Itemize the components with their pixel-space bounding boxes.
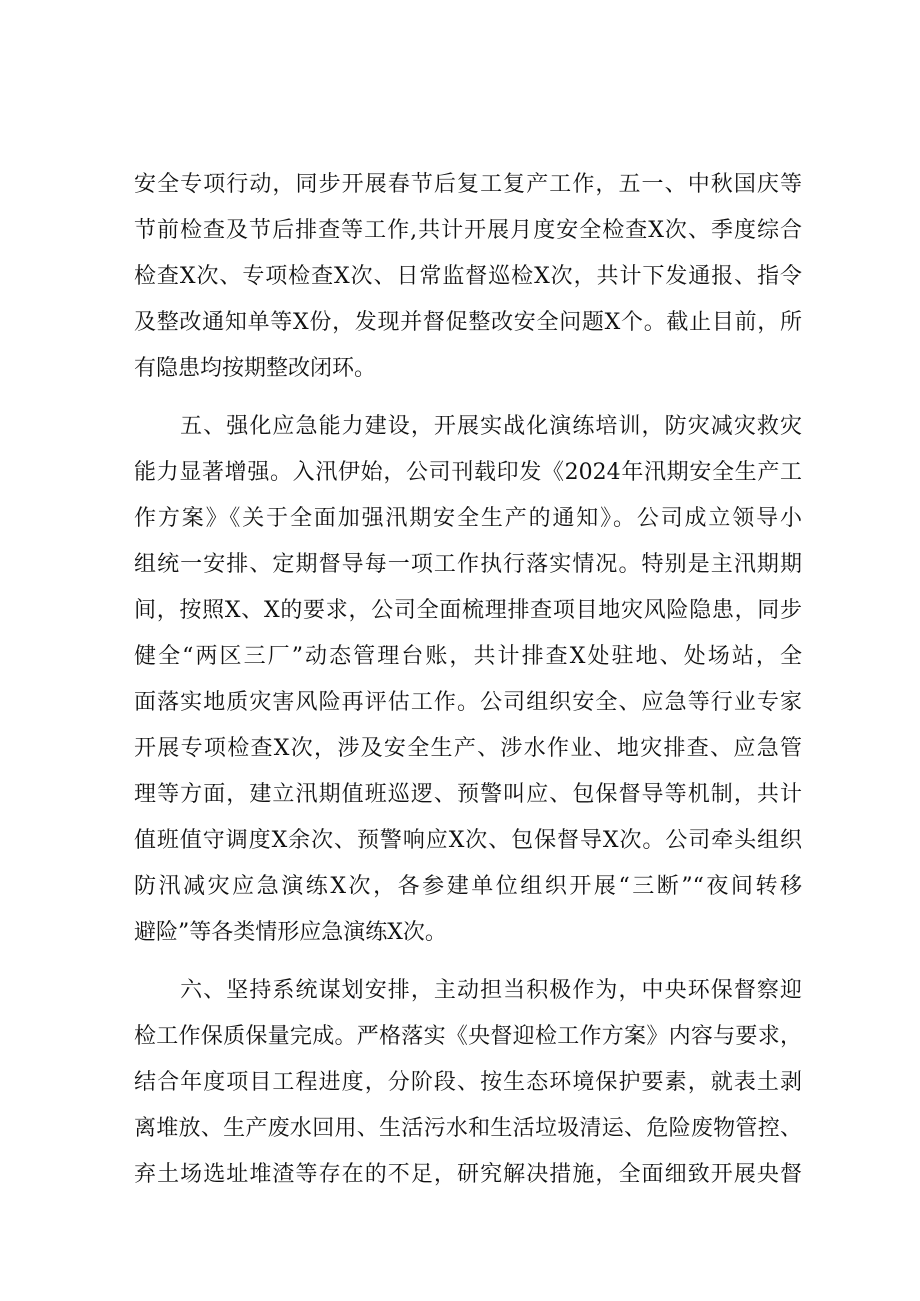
text-line: 作方案》《关于全面加强汛期安全生产的通知》。公司成立领导小 <box>134 506 802 531</box>
text-line: 节前检查及节后排查等工作,共计开展月度安全检查X次、季度综合 <box>134 218 802 243</box>
text-line: 五、强化应急能力建设，开展实战化演练培训，防灾减灾救灾 <box>134 414 802 439</box>
text-line: 检工作保质保量完成。严格落实《央督迎检工作方案》内容与要求， <box>134 1024 802 1049</box>
text-line: 安全专项行动，同步开展春节后复工复产工作，五一、中秋国庆等 <box>134 172 802 197</box>
text-line: 结合年度项目工程进度，分阶段、按生态环境保护要素，就表土剥 <box>134 1070 802 1095</box>
text-line: 六、坚持系统谋划安排，主动担当积极作为，中央环保督察迎 <box>134 978 802 1003</box>
text-line: 检查X次、专项检查X次、日常监督巡检X次，共计下发通报、指令 <box>134 264 802 289</box>
paragraph-3 <box>134 968 802 1198</box>
paragraph-1 <box>134 162 802 392</box>
text-line: 避险”等各类情形应急演练X次。 <box>134 920 447 945</box>
document-body <box>134 162 802 1210</box>
text-line: 开展专项检查X次，涉及安全生产、涉水作业、地灾排查、应急管 <box>134 736 802 761</box>
text-line: 防汛减灾应急演练X次，各参建单位组织开展“三断”“夜间转移 <box>134 874 802 899</box>
text-line: 及整改通知单等X份，发现并督促整改安全问题X个。截止目前，所 <box>134 310 802 335</box>
text-line: 健全“两区三厂”动态管理台账，共计排查X处驻地、处场站，全 <box>134 644 802 669</box>
text-line: 离堆放、生产废水回用、生活污水和生活垃圾清运、危险废物管控、 <box>134 1116 802 1141</box>
text-line: 间，按照X、X的要求，公司全面梳理排查项目地灾风险隐患，同步 <box>134 598 802 623</box>
text-line: 有隐患均按期整改闭环。 <box>134 356 377 381</box>
text-line: 面落实地质灾害风险再评估工作。公司组织安全、应急等行业专家 <box>134 690 802 715</box>
text-line: 弃土场选址堆渣等存在的不足，研究解决措施，全面细致开展央督 <box>134 1162 802 1187</box>
text-line: 组统一安排、定期督导每一项工作执行落实情况。特别是主汛期期 <box>134 552 802 577</box>
paragraph-2 <box>134 404 802 956</box>
text-line: 能力显著增强。入汛伊始，公司刊载印发《2024年汛期安全生产工 <box>134 460 802 485</box>
text-line: 理等方面，建立汛期值班巡逻、预警叫应、包保督导等机制，共计 <box>134 782 802 807</box>
text-line: 值班值守调度X余次、预警响应X次、包保督导X次。公司牵头组织 <box>134 828 802 853</box>
